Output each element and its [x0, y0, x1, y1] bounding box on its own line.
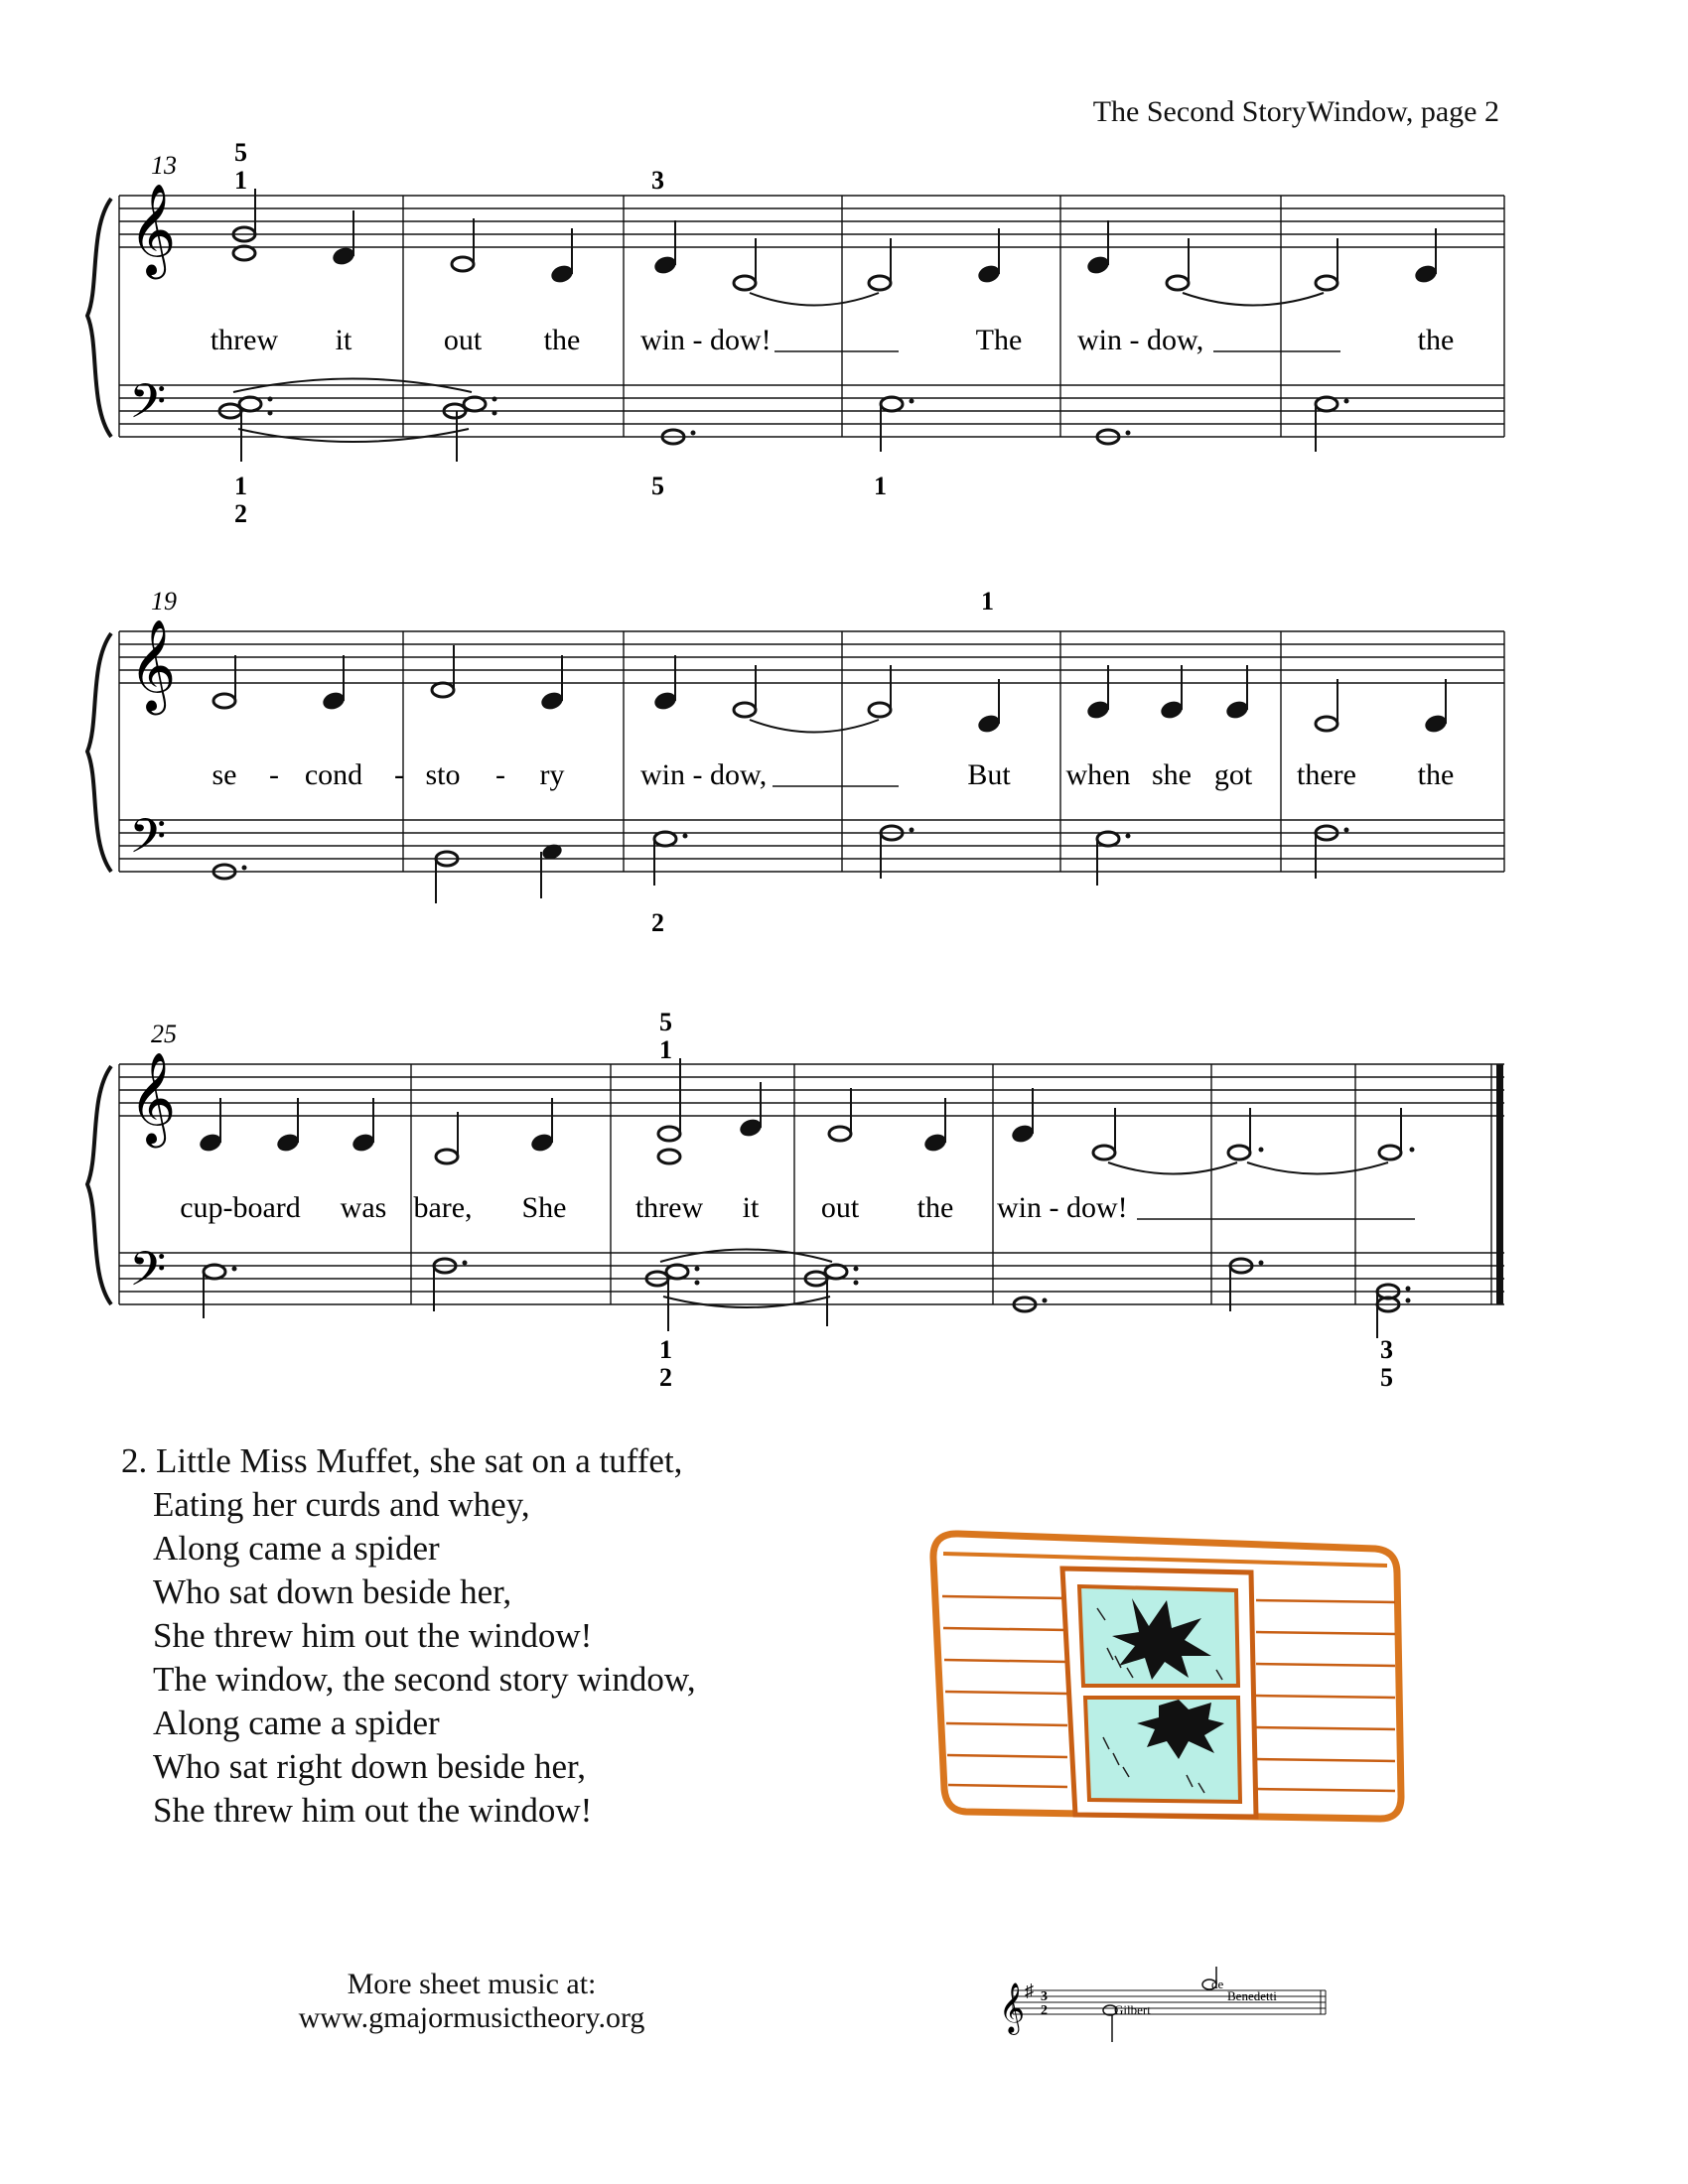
lyric: ry — [539, 758, 565, 791]
lh-fingering: 5 — [1380, 1363, 1393, 1392]
page-header-title: The Second StoryWindow, page 2 — [1092, 95, 1499, 128]
lyric: out — [820, 1191, 860, 1224]
verse-line: 2. Little Miss Muffet, she sat on a tuffet, — [121, 1441, 683, 1480]
treble-clef-icon: 𝄞 — [129, 1055, 177, 1143]
lyric: - — [495, 758, 505, 791]
lyric: cup-board — [180, 1191, 301, 1224]
lyric: the — [543, 324, 581, 356]
lh-fingering: 3 — [1380, 1335, 1393, 1364]
bass-clef-icon: 𝄢 — [129, 375, 167, 440]
logo-text: Benedetti — [1227, 1988, 1277, 2003]
verse-line: She threw him out the window! — [153, 1616, 593, 1655]
svg-text:2: 2 — [1041, 2003, 1048, 2018]
grand-staff-brace — [87, 1066, 111, 1304]
lh-fingering: 1 — [234, 472, 247, 500]
lyric: threw — [634, 1191, 704, 1224]
lyric: there — [1297, 758, 1356, 791]
treble-clef-icon: 𝄞 — [129, 187, 177, 274]
lyric: the — [916, 1191, 954, 1224]
lyric: The — [975, 324, 1023, 356]
lyric: But — [967, 758, 1011, 791]
logo-text: Gilbert — [1114, 2002, 1151, 2017]
lh-fingering: 1 — [659, 1335, 672, 1364]
rh-fingering: 5 — [234, 139, 247, 167]
verse-lyrics — [121, 1439, 696, 1833]
lyric: win - dow! — [640, 324, 772, 356]
lyric: - — [394, 758, 404, 791]
rh-fingering: 3 — [651, 166, 664, 195]
logo-text: de — [1211, 1977, 1224, 1991]
lyric: it — [742, 1191, 760, 1224]
footer-credit — [248, 1968, 695, 2035]
lyric: - — [269, 758, 279, 791]
grand-staff-brace — [87, 633, 111, 872]
rh-fingering: 1 — [659, 1035, 672, 1064]
lyric: threw — [210, 324, 279, 356]
lyric: the — [1417, 324, 1455, 356]
svg-text:3: 3 — [1041, 1989, 1048, 2004]
lyric: got — [1213, 758, 1253, 791]
lyric: se — [211, 758, 237, 791]
lyric: win - dow, — [640, 758, 768, 791]
verse-line: Along came a spider — [153, 1529, 440, 1568]
measure-number: 25 — [151, 1020, 177, 1048]
gilbert-de-benedetti-logo — [993, 1961, 1331, 2050]
verse-line: The window, the second story window, — [153, 1660, 696, 1699]
grand-staff-brace — [87, 199, 111, 437]
measure-number: 13 — [151, 151, 177, 180]
verse-line: Who sat down beside her, — [153, 1572, 512, 1611]
treble-clef-icon: 𝄞 — [999, 1983, 1026, 2032]
lyric: when — [1065, 758, 1131, 791]
lyric: it — [335, 324, 352, 356]
svg-text:♯: ♯ — [1025, 1980, 1034, 2000]
broken-window-illustration — [928, 1529, 1415, 1827]
lyric: sto — [425, 758, 461, 791]
lyric: bare, — [413, 1191, 473, 1224]
verse-line: Eating her curds and whey, — [153, 1485, 530, 1524]
verse-line: She threw him out the window! — [153, 1791, 593, 1830]
music-system-2 — [0, 576, 1688, 953]
lyric: was — [340, 1191, 387, 1224]
lyric: out — [443, 324, 483, 356]
footer-line-1: More sheet music at: — [347, 1968, 597, 2000]
lyric: She — [521, 1191, 567, 1224]
treble-clef-icon: 𝄞 — [129, 622, 177, 710]
rh-fingering: 5 — [659, 1009, 672, 1036]
lyric: she — [1152, 758, 1192, 791]
rh-fingering: 1 — [981, 587, 994, 615]
measure-number: 19 — [151, 587, 177, 615]
lyric: the — [1417, 758, 1455, 791]
bass-clef-icon: 𝄢 — [129, 1243, 167, 1307]
music-system-3 — [0, 1009, 1688, 1406]
lyric: cond — [304, 758, 363, 791]
footer-website-link[interactable]: www.gmajormusictheory.org — [298, 2001, 645, 2034]
verse-line: Along came a spider — [153, 1704, 440, 1742]
lh-fingering: 2 — [234, 499, 247, 528]
rh-fingering: 1 — [234, 166, 247, 195]
lyric: win - dow, — [1077, 324, 1204, 356]
lh-fingering: 5 — [651, 472, 664, 500]
bass-clef-icon: 𝄢 — [129, 810, 167, 875]
lyric: win - dow! — [997, 1191, 1128, 1224]
lh-fingering: 1 — [874, 472, 887, 500]
lh-fingering: 2 — [651, 908, 664, 937]
verse-line: Who sat right down beside her, — [153, 1747, 586, 1786]
lh-fingering: 2 — [659, 1363, 672, 1392]
